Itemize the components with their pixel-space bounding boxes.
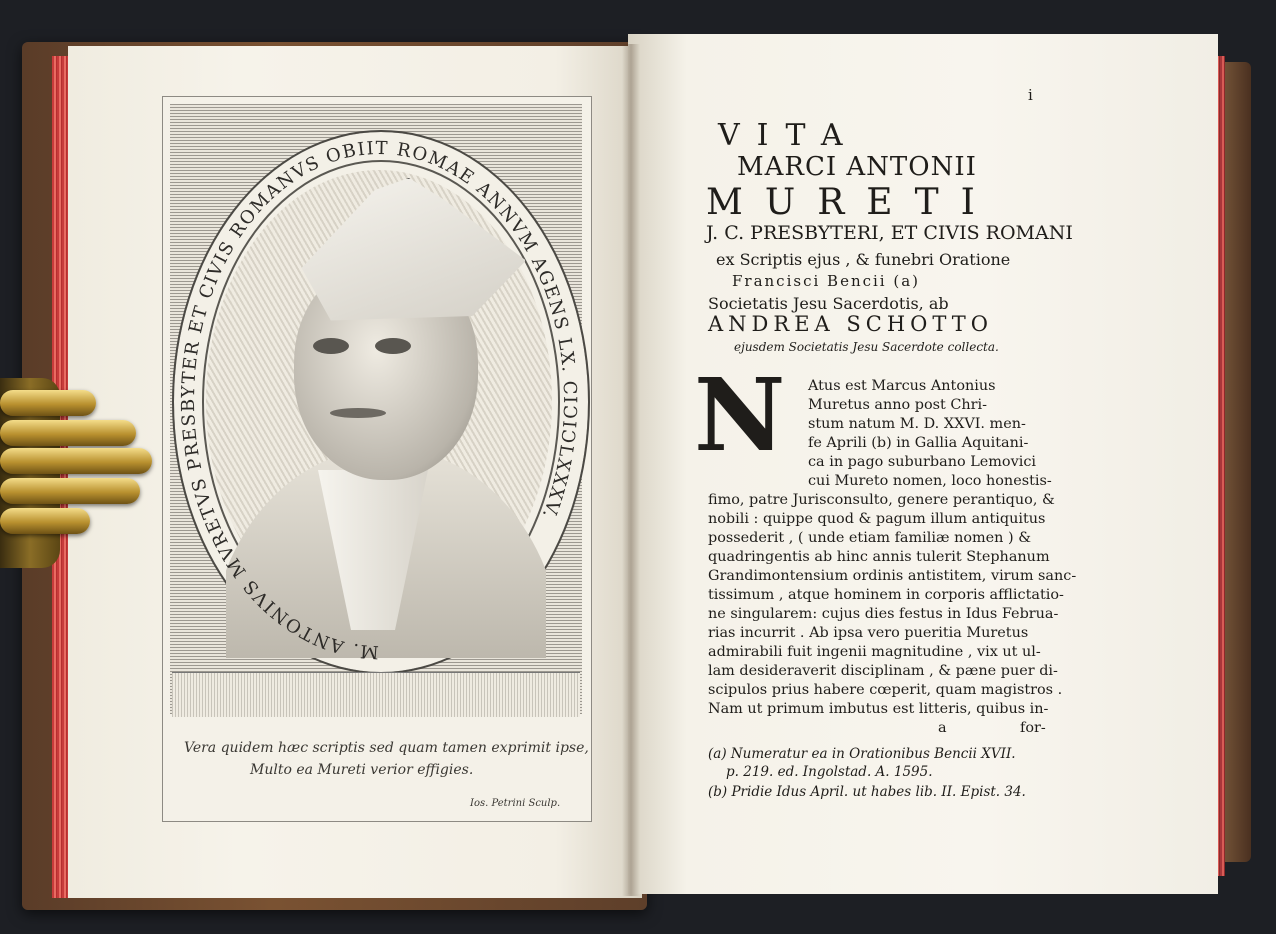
oval-inscription: [172, 130, 586, 670]
body-line: quadringentis ab hinc annis tulerit Stephanum: [708, 549, 1050, 565]
title-presbyteri: J. C. PRESBYTERI, ET CIVIS ROMANI: [706, 222, 1073, 244]
brass-clip-finger: [0, 390, 96, 416]
body-line: admirabili fuit ingenii magnitudine , vix ut ul-: [708, 644, 1041, 660]
signature-mark: a: [938, 720, 947, 736]
brass-clip-finger: [0, 478, 140, 504]
footnote-b: (b) Pridie Idus April. ut habes lib. II. Epist. 34.: [708, 784, 1026, 800]
body-line: ne singularem: cujus dies festus in Idus Februa-: [708, 606, 1059, 622]
body-line: nobili : quippe quod & pagum illum antiquitus: [708, 511, 1046, 527]
body-line: Grandimontensium ordinis antistitem, virum sanc-: [708, 568, 1077, 584]
title-ejusdem: ejusdem Societatis Jesu Sacerdote collecta.: [734, 340, 999, 354]
body-line: fe Aprili (b) in Gallia Aquitani-: [808, 435, 1029, 451]
brass-clip-finger: [0, 448, 152, 474]
body-line: possederit , ( unde etiam familiæ nomen ) &: [708, 530, 1032, 546]
body-line: Muretus anno post Chri-: [808, 397, 988, 413]
body-line: ca in pago suburbano Lemovici: [808, 454, 1036, 470]
engraving-verse-line-1: Vera quidem hæc scriptis sed quam tamen exprimit ipse,: [184, 740, 589, 756]
drop-cap: N: [694, 356, 786, 474]
title-vita: VITA: [718, 118, 860, 153]
svg-text:M. ANTONIVS MVRETVS PRESBYTER: [178, 138, 580, 662]
engraver-credit: Ios. Petrini Sculp.: [470, 798, 561, 809]
oval-inscription-text: M. ANTONIVS MVRETVS PRESBYTER ET CIVIS ROMANVS OBIIT ROMAE ANNVM AGENS LX. CIƆIƆLXXXV.: [177, 137, 581, 663]
catchword: for-: [1020, 720, 1046, 736]
body-line: lam desideraverit disciplinam , & pæne puer di-: [708, 663, 1058, 679]
body-line: fimo, patre Jurisconsulto, genere perantiquo, &: [708, 492, 1055, 508]
body-line: stum natum M. D. XXVI. men-: [808, 416, 1026, 432]
body-line: Nam ut primum imbutus est litteris, quibus in-: [708, 701, 1049, 717]
body-line: Atus est Marcus Antonius: [808, 378, 996, 394]
engraving-plinth: [172, 672, 580, 717]
title-andrea-schotto: ANDREA SCHOTTO: [708, 312, 993, 336]
title-francisci-bencii: Francisci Bencii (a): [732, 272, 921, 290]
brass-clip-finger: [0, 508, 90, 534]
title-mureti: MURETI: [706, 182, 997, 223]
title-marci-antonii: MARCI ANTONII: [737, 152, 977, 182]
footnote-a-continued: p. 219. ed. Ingolstad. A. 1595.: [726, 764, 933, 780]
footnote-a: (a) Numeratur ea in Orationibus Bencii XVII.: [708, 746, 1016, 762]
body-line: tissimum , atque hominem in corporis afflictatio-: [708, 587, 1064, 603]
body-line: rias incurrit . Ab ipsa vero pueritia Muretus: [708, 625, 1029, 641]
page-number: i: [1028, 86, 1033, 104]
body-line: cui Mureto nomen, loco honestis-: [808, 473, 1052, 489]
title-ex-scriptis: ex Scriptis ejus , & funebri Oratione: [716, 250, 1011, 269]
title-societatis: Societatis Jesu Sacerdotis, ab: [708, 294, 949, 313]
brass-clip-finger: [0, 420, 136, 446]
body-line: scipulos prius habere cœperit, quam magistros .: [708, 682, 1063, 698]
book-gutter: [622, 44, 640, 896]
engraving-verse-line-2: Multo ea Mureti verior effigies.: [250, 762, 474, 778]
